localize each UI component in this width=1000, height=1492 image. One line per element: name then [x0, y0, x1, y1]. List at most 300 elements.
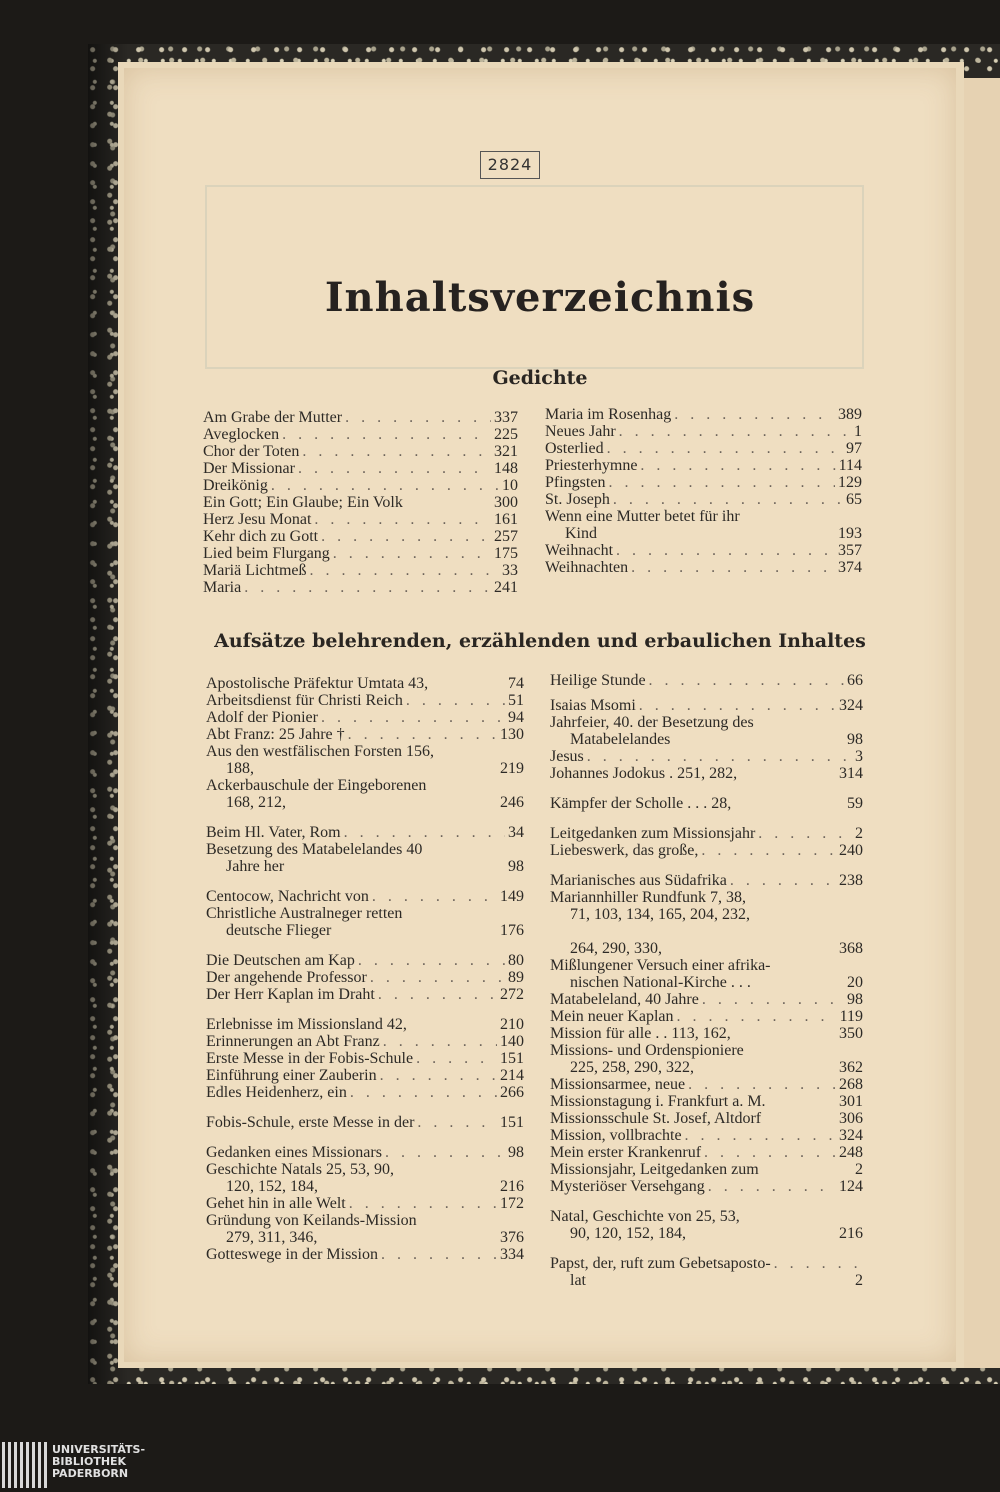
toc-leader-dots [649, 672, 844, 689]
toc-entry-continuation-text: 225, 258, 290, 322, [570, 1059, 694, 1076]
toc-entry-line [550, 1042, 863, 1059]
toc-entry-continuation [206, 1178, 524, 1195]
toc-entry-page: 151 [500, 1114, 524, 1131]
toc-entry-line [206, 1195, 524, 1212]
toc-entry-continuation [550, 1059, 863, 1076]
toc-entry [550, 991, 863, 1008]
toc-entry-title: Erste Messe in der Fobis-Schule [206, 1050, 414, 1067]
toc-entry-page: 210 [500, 1016, 524, 1033]
toc-entry-page: 98 [847, 991, 863, 1008]
toc-leader-dots [685, 1127, 836, 1144]
toc-entry [203, 562, 518, 579]
toc-entry-page: 389 [838, 406, 862, 423]
toc-entry-line [206, 969, 524, 986]
toc-entry-title: Edles Heidenherz, ein [206, 1084, 347, 1101]
toc-entry [550, 1008, 863, 1025]
toc-entry-line [550, 872, 863, 889]
toc-entry [550, 1255, 863, 1289]
toc-entry-title: Der Missionar [203, 460, 295, 477]
toc-entry-continuation-text: 90, 120, 152, 184, [570, 1225, 686, 1242]
toc-entry-continuation-text: lat [570, 1272, 586, 1289]
toc-entry-line [550, 1008, 863, 1025]
toc-leader-dots [677, 1008, 837, 1025]
toc-entry-line [203, 562, 518, 579]
toc-entry-title: Mission für alle . . 113, 162, [550, 1025, 731, 1042]
toc-leader-dots [314, 511, 491, 528]
toc-entry-title: Erlebnisse im Missionsland 42, [206, 1016, 407, 1033]
toc-entry-page: 321 [494, 443, 518, 460]
toc-entry [206, 1246, 524, 1263]
toc-entry-page: 238 [839, 872, 863, 889]
toc-entry-line [550, 923, 863, 940]
toc-entry-continuation [206, 1229, 524, 1246]
toc-entry-continuation [206, 922, 524, 939]
toc-entry-page: 74 [508, 675, 524, 692]
toc-leader-dots [358, 952, 505, 969]
library-logo-bars-icon [0, 1442, 48, 1488]
toc-leader-dots [417, 1114, 497, 1131]
toc-entry-title: Die Deutschen am Kap [206, 952, 355, 969]
toc-entry-continuation-text: Jahre her [226, 858, 285, 875]
toc-entry [545, 440, 862, 457]
toc-entry-line [550, 1110, 863, 1127]
toc-entry-page: 248 [839, 1144, 863, 1161]
toc-entry-page: 266 [500, 1084, 524, 1101]
toc-entry-page: 175 [494, 545, 518, 562]
toc-entry [206, 726, 524, 743]
toc-entry-continuation-text: Kind [565, 525, 597, 542]
toc-entry-page: 314 [839, 765, 863, 782]
toc-entry [550, 1161, 863, 1178]
toc-entry-continuation [206, 858, 524, 875]
section-heading-essays: Aufsätze belehrenden, erzählenden und erbaulichen Inhaltes [214, 630, 866, 652]
toc-entry-line [550, 825, 863, 842]
toc-entry-continuation-text: 279, 311, 346, [226, 1229, 318, 1246]
toc-leader-dots [350, 1084, 497, 1101]
toc-entry-title: Fobis-Schule, erste Messe in der [206, 1114, 415, 1131]
toc-leader-dots [345, 409, 491, 426]
toc-entry-title: Weihnachten [545, 559, 629, 576]
toc-leader-dots [271, 477, 499, 494]
toc-entry [550, 872, 863, 889]
toc-entry-line [206, 824, 524, 841]
toc-entry-title: Mein neuer Kaplan [550, 1008, 674, 1025]
toc-entry-line [545, 559, 862, 576]
toc-entry-line [206, 1161, 524, 1178]
toc-entry-title: Kehr dich zu Gott [203, 528, 319, 545]
toc-entry-page: 98 [508, 858, 524, 875]
toc-entry-page: 374 [838, 559, 862, 576]
toc-entry-title: Apostolische Präfektur Umtata 43, [206, 675, 429, 692]
toc-leader-dots [616, 542, 835, 559]
toc-entry [203, 460, 518, 477]
toc-entry [206, 777, 524, 811]
toc-leader-dots [406, 692, 505, 709]
toc-entry-line [550, 1161, 863, 1178]
toc-entry [550, 1144, 863, 1161]
toc-entry-line [550, 889, 863, 906]
toc-entry-title: Kämpfer der Scholle . . . 28, [550, 795, 732, 812]
toc-entry-line [550, 1076, 863, 1093]
toc-entry-title: Lied beim Flurgang [203, 545, 330, 562]
toc-entry-line [550, 1255, 863, 1272]
toc-entry-page: 324 [839, 1127, 863, 1144]
library-logo-line-1: UNIVERSITÄTS- [52, 1443, 146, 1456]
toc-entry-page: 114 [838, 457, 862, 474]
toc-entry-line [550, 697, 863, 714]
toc-entry-line [203, 511, 518, 528]
toc-entry-title: Mysteriöser Versehgang [550, 1178, 705, 1195]
toc-entry [545, 491, 862, 508]
toc-entry [550, 765, 863, 782]
toc-entry [545, 474, 862, 491]
toc-entry-line [203, 443, 518, 460]
toc-entry [206, 1050, 524, 1067]
toc-entry [206, 1212, 524, 1246]
toc-entry-page: 241 [494, 579, 518, 596]
toc-entry-continuation-text: Matabelelandes [570, 731, 671, 748]
toc-entry-page: 368 [839, 940, 863, 957]
toc-entry-page: 357 [838, 542, 862, 559]
toc-entry [545, 508, 862, 542]
toc-entry-continuation-text: 188, [226, 760, 254, 777]
toc-entry [206, 1195, 524, 1212]
toc-entry-continuation-text: 120, 152, 184, [226, 1178, 318, 1195]
catalog-number-label: 2824 [480, 151, 540, 179]
toc-leader-dots [607, 440, 843, 457]
toc-entry-line [206, 1050, 524, 1067]
toc-entry-continuation [550, 906, 863, 923]
toc-entry-page: 129 [838, 474, 862, 491]
toc-entry [550, 795, 863, 812]
toc-entry-title: Liebeswerk, das große, [550, 842, 699, 859]
toc-entry-page: 350 [839, 1025, 863, 1042]
toc-entry-page: 66 [847, 672, 863, 689]
toc-entry-title: Weihnacht [545, 542, 614, 559]
toc-entry [206, 952, 524, 969]
toc-entry-line [203, 545, 518, 562]
toc-entry-line [206, 1114, 524, 1131]
toc-leader-dots [381, 1246, 497, 1263]
toc-entry-continuation [550, 974, 863, 991]
toc-entry-page: 362 [839, 1059, 863, 1076]
toc-leader-dots [310, 562, 499, 579]
toc-entry-page: 98 [847, 731, 863, 748]
toc-entry-page: 268 [839, 1076, 863, 1093]
toc-entry-continuation-text: deutsche Flieger [226, 922, 332, 939]
toc-entry-line [550, 1093, 863, 1110]
toc-entry-title: St. Joseph [545, 491, 610, 508]
page-title: Inhaltsverzeichnis [324, 274, 756, 321]
toc-entry [545, 542, 862, 559]
toc-entry-title: Papst, der, ruft zum Gebetsaposto- [550, 1255, 771, 1272]
toc-entry-title: Gründung von Keilands-Mission [206, 1212, 417, 1229]
toc-entry-line [206, 1084, 524, 1101]
toc-entry-page: 51 [508, 692, 524, 709]
toc-entry [203, 528, 518, 545]
toc-entry-line [206, 777, 524, 794]
toc-entry-page: 94 [508, 709, 524, 726]
toc-entry [550, 697, 863, 714]
toc-entry [203, 511, 518, 528]
toc-entry-page: 225 [494, 426, 518, 443]
toc-entry [550, 1093, 863, 1110]
toc-entry-line [203, 409, 518, 426]
toc-entry-title: Maria im Rosenhag [545, 406, 672, 423]
toc-entry-page: 240 [839, 842, 863, 859]
toc-entry-line [550, 672, 863, 689]
toc-leader-dots [701, 842, 836, 859]
toc-leader-dots [619, 423, 851, 440]
toc-entry-line [550, 748, 863, 765]
toc-entry [550, 1110, 863, 1127]
toc-entry [550, 748, 863, 765]
toc-entry-title: Mariä Lichtmeß [203, 562, 307, 579]
toc-entry-line [545, 542, 862, 559]
toc-entry-line [206, 743, 524, 760]
toc-entry [550, 842, 863, 859]
toc-entry [206, 905, 524, 939]
toc-entry-line [550, 1208, 863, 1225]
toc-entry-page: 301 [839, 1093, 863, 1110]
toc-entry [206, 1067, 524, 1084]
toc-entry [206, 743, 524, 777]
toc-entry-title: Aveglocken [203, 426, 280, 443]
toc-entry-page: 151 [500, 1050, 524, 1067]
toc-entry [550, 1127, 863, 1144]
toc-entry-continuation [206, 794, 524, 811]
toc-entry-title: Chor der Toten [203, 443, 300, 460]
toc-entry-continuation [550, 1272, 863, 1289]
toc-entry-title: Am Grabe der Mutter [203, 409, 343, 426]
toc-entry [206, 1161, 524, 1195]
toc-entry-title: Ackerbauschule der Eingeborenen [206, 777, 427, 794]
facing-page-edge [962, 78, 1000, 1368]
toc-leader-dots [378, 986, 497, 1003]
toc-entry-line [550, 957, 863, 974]
toc-entry-page: 193 [838, 525, 862, 542]
toc-entry-line [206, 1016, 524, 1033]
toc-entry-title: Ein Gott; Ein Glaube; Ein Volk [203, 494, 403, 511]
toc-leader-dots [385, 1144, 505, 1161]
toc-entry [550, 672, 863, 689]
toc-leader-dots [333, 545, 491, 562]
poems-list-left [203, 409, 518, 596]
toc-entry-page: 176 [500, 922, 524, 939]
toc-entry-title: Arbeitsdienst für Christi Reich [206, 692, 403, 709]
toc-entry-title: Matabeleland, 40 Jahre [550, 991, 699, 1008]
toc-entry-title: Pfingsten [545, 474, 606, 491]
toc-entry-title: Maria [203, 579, 242, 596]
toc-leader-dots [587, 748, 852, 765]
toc-entry-title: Osterlied [545, 440, 604, 457]
toc-entry-page: 140 [500, 1033, 524, 1050]
library-logo-line-3: PADERBORN [52, 1467, 129, 1480]
toc-leader-dots [372, 888, 497, 905]
toc-entry [203, 409, 518, 426]
toc-entry-line [550, 765, 863, 782]
toc-entry-title: Neues Jahr [545, 423, 616, 440]
toc-entry [206, 888, 524, 905]
toc-entry [206, 841, 524, 875]
toc-entry-page: 334 [500, 1246, 524, 1263]
toc-entry-page: 216 [500, 1178, 524, 1195]
toc-entry-title: Mariannhiller Rundfunk 7, 38, [550, 889, 746, 906]
toc-entry-title: Der Herr Kaplan im Draht [206, 986, 375, 1003]
toc-entry [203, 579, 518, 596]
toc-leader-dots [298, 460, 491, 477]
toc-entry-title: Jahrfeier, 40. der Besetzung des [550, 714, 754, 731]
toc-entry-line [206, 1212, 524, 1229]
toc-entry-title: Der angehende Professor [206, 969, 367, 986]
toc-entry-title: Missionsarmee, neue [550, 1076, 686, 1093]
toc-entry-line [203, 579, 518, 596]
toc-entry-line [550, 1127, 863, 1144]
toc-entry-line [206, 675, 524, 692]
toc-entry-line [206, 1067, 524, 1084]
toc-entry-line [550, 1144, 863, 1161]
toc-entry-line [203, 494, 518, 511]
toc-leader-dots [708, 1178, 836, 1195]
toc-entry [203, 477, 518, 494]
toc-entry [203, 494, 518, 511]
toc-entry-page: 3 [855, 748, 863, 765]
toc-entry-page: 10 [502, 477, 518, 494]
toc-leader-dots [321, 709, 505, 726]
toc-entry [206, 1084, 524, 1101]
toc-entry-page: 1 [854, 423, 862, 440]
toc-entry-page: 34 [508, 824, 524, 841]
toc-entry-continuation-text: nischen National-Kirche . . . [570, 974, 751, 991]
toc-entry [545, 406, 862, 423]
toc-entry [545, 559, 862, 576]
toc-entry-page: 376 [500, 1229, 524, 1246]
toc-entry-title: Abt Franz: 25 Jahre † [206, 726, 345, 743]
toc-entry-page: 214 [500, 1067, 524, 1084]
toc-entry-title: Isaias Msomi [550, 697, 636, 714]
toc-entry-line [206, 726, 524, 743]
toc-entry-title: Herz Jesu Monat [203, 511, 312, 528]
toc-entry-line [203, 426, 518, 443]
toc-entry-title: Centocow, Nachricht von [206, 888, 369, 905]
toc-entry [550, 889, 863, 923]
toc-entry-page: 80 [508, 952, 524, 969]
toc-entry [206, 709, 524, 726]
toc-entry-continuation [550, 731, 863, 748]
toc-entry [545, 423, 862, 440]
toc-entry-line [545, 508, 862, 525]
toc-entry-title: Missionsschule St. Josef, Altdorf [550, 1110, 762, 1127]
toc-entry-continuation [550, 1225, 863, 1242]
toc-entry-page: 98 [508, 1144, 524, 1161]
toc-entry-line [206, 1246, 524, 1263]
toc-entry-line [545, 491, 862, 508]
toc-entry-title: Beim Hl. Vater, Rom [206, 824, 341, 841]
toc-entry-page: 172 [500, 1195, 524, 1212]
toc-entry [550, 957, 863, 991]
toc-entry-continuation [206, 760, 524, 777]
toc-entry-title: Mission, vollbrachte [550, 1127, 682, 1144]
toc-entry-line [206, 888, 524, 905]
toc-leader-dots [302, 443, 491, 460]
toc-entry-continuation-text: 168, 212, [226, 794, 286, 811]
toc-entry-title: Geschichte Natals 25, 53, 90, [206, 1161, 394, 1178]
toc-leader-dots [348, 726, 497, 743]
toc-entry-title: Einführung einer Zauberin [206, 1067, 377, 1084]
toc-entry-page: 324 [839, 697, 863, 714]
toc-entry-title: Dreikönig [203, 477, 268, 494]
toc-entry-title: Natal, Geschichte von 25, 53, [550, 1208, 740, 1225]
toc-leader-dots [416, 1050, 497, 1067]
toc-entry [206, 824, 524, 841]
toc-leader-dots [688, 1076, 836, 1093]
toc-entry-line [206, 986, 524, 1003]
toc-entry-title: Mein erster Krankenruf [550, 1144, 702, 1161]
toc-entry-page: 2 [855, 825, 863, 842]
toc-entry-line [545, 457, 862, 474]
toc-entry-page: 219 [500, 760, 524, 777]
toc-entry-page: 149 [500, 888, 524, 905]
poems-list-right [545, 406, 862, 576]
toc-entry [206, 1033, 524, 1050]
toc-leader-dots [349, 1195, 497, 1212]
toc-entry-line [550, 991, 863, 1008]
toc-leader-dots [244, 579, 491, 596]
toc-entry [550, 714, 863, 748]
toc-entry-line [206, 841, 524, 858]
toc-entry-continuation [550, 940, 863, 957]
toc-entry [203, 443, 518, 460]
toc-entry-page: 2 [855, 1272, 863, 1289]
toc-entry-line [203, 477, 518, 494]
toc-leader-dots [370, 969, 505, 986]
toc-leader-dots [704, 1144, 836, 1161]
toc-entry [545, 457, 862, 474]
toc-entry-title: Marianisches aus Südafrika [550, 872, 727, 889]
toc-entry [550, 1025, 863, 1042]
toc-entry-page: 300 [494, 494, 518, 511]
toc-leader-dots [674, 406, 835, 423]
toc-entry-page: 337 [494, 409, 518, 426]
essays-list-right [550, 672, 863, 1289]
toc-entry-page: 306 [839, 1110, 863, 1127]
toc-entry-line [550, 714, 863, 731]
toc-entry-continuation [545, 525, 862, 542]
toc-leader-dots [380, 1067, 497, 1084]
toc-entry-title: Besetzung des Matabelelandes 40 [206, 841, 423, 858]
toc-entry [550, 1042, 863, 1076]
toc-leader-dots [631, 559, 835, 576]
toc-entry-page: 65 [846, 491, 862, 508]
toc-entry-title: Christliche Australneger retten [206, 905, 403, 922]
toc-entry-line [206, 709, 524, 726]
toc-entry-line [206, 1144, 524, 1161]
toc-entry [206, 692, 524, 709]
toc-entry-title: Aus den westfälischen Forsten 156, [206, 743, 434, 760]
toc-entry-page: 119 [839, 1008, 863, 1025]
toc-entry-title: Adolf der Pionier [206, 709, 318, 726]
toc-entry-page: 124 [839, 1178, 863, 1195]
toc-entry-line [206, 952, 524, 969]
toc-entry-title: Missionstagung i. Frankfurt a. M. [550, 1093, 766, 1110]
toc-entry-page: 257 [494, 528, 518, 545]
toc-entry [550, 1178, 863, 1195]
toc-entry [550, 825, 863, 842]
toc-entry [206, 1114, 524, 1131]
toc-entry [206, 1016, 524, 1033]
toc-leader-dots [613, 491, 843, 508]
section-heading-poems: Gedichte [492, 367, 588, 389]
